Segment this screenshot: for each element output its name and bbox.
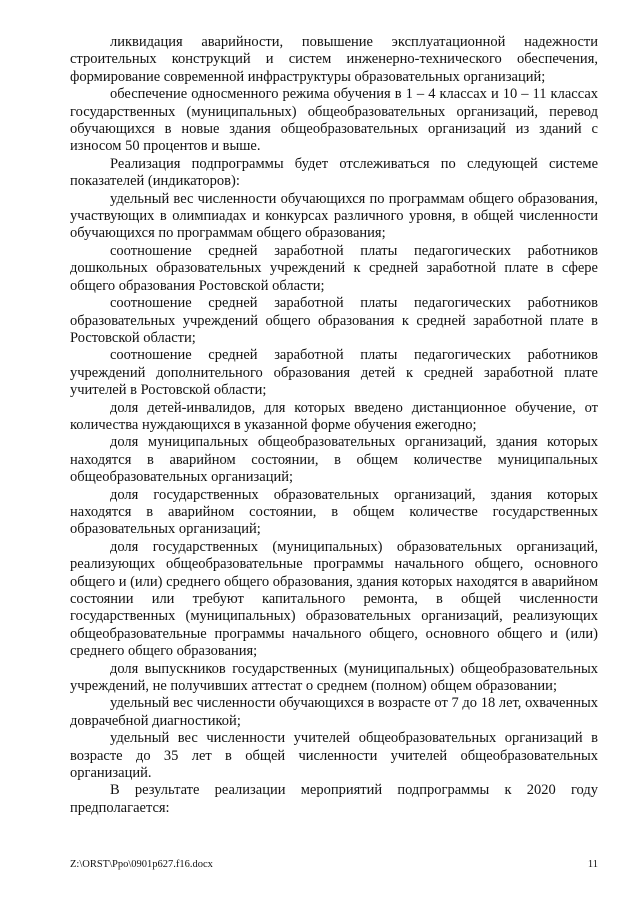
page-number: 11 bbox=[587, 859, 598, 870]
paragraph: соотношение средней заработной платы педагогических работников образовательных учреждений общего образования к средней заработной плате в Ростовской области; bbox=[70, 295, 598, 346]
paragraph: доля детей-инвалидов, для которых введено дистанционное обучение, от количества нуждающихся в указанной форме обучения ежегодно; bbox=[70, 399, 598, 433]
paragraph: В результате реализации мероприятий подпрограммы к 2020 году предполагается: bbox=[70, 782, 598, 816]
file-path: Z:\ORST\Ppo\0901p627.f16.docx bbox=[70, 859, 213, 870]
document-page bbox=[70, 34, 598, 817]
paragraph: обеспечение односменного режима обучения в 1 – 4 классах и 10 – 11 классах государственных (муниципальных) общеобразовательных организаций, перевод обучающихся в новые здания общеобразовательных организаций из зданий с износом 50 процентов и выше. bbox=[70, 86, 598, 155]
paragraph: соотношение средней заработной платы педагогических работников учреждений дополнительного образования детей к средней заработной плате учителей в Ростовской области; bbox=[70, 347, 598, 399]
paragraph: удельный вес численности учителей общеобразовательных организаций в возрасте до 35 лет в общей численности учителей общеобразовательных организаций. bbox=[70, 730, 598, 782]
paragraph: удельный вес численности обучающихся в возрасте от 7 до 18 лет, охваченных доврачебной диагностикой; bbox=[70, 695, 598, 729]
page-footer bbox=[70, 858, 598, 872]
paragraph: доля государственных (муниципальных) образовательных организаций, реализующих общеобразовательные программы начального общего, основного общего и (или) среднего общего образования, здания которых находятся в аварийном состоянии или требуют капитального ремонта, в общей численности государственных (муниципальных) образовательных организаций, реализующих общеобразовательные программы начального общего, основного общего и (или) среднего общего образования; bbox=[70, 538, 598, 660]
paragraph: соотношение средней заработной платы педагогических работников дошкольных образовательных учреждений к средней заработной плате в сфере общего образования Ростовской области; bbox=[70, 242, 598, 294]
paragraph: удельный вес численности обучающихся по программам общего образования, участвующих в олимпиадах и конкурсах различного уровня, в общей численности обучающихся по программам общего образования; bbox=[70, 190, 598, 242]
paragraph: доля государственных образовательных организаций, здания которых находятся в аварийном состоянии, в общем количестве государственных образовательных организаций; bbox=[70, 486, 598, 538]
paragraph: доля муниципальных общеобразовательных организаций, здания которых находятся в аварийном состоянии, в общем количестве муниципальных общеобразовательных организаций; bbox=[70, 434, 598, 486]
paragraph: ликвидация аварийности, повышение эксплуатационной надежности строительных конструкций и систем инженерно-технического обеспечения, формирование современной инфраструктуры образовательных организаций; bbox=[70, 34, 598, 85]
paragraph: Реализация подпрограммы будет отслеживаться по следующей системе показателей (индикаторов): bbox=[70, 155, 598, 190]
paragraph: доля выпускников государственных (муниципальных) общеобразовательных учреждений, не получивших аттестат о среднем (полном) общем образовании; bbox=[70, 660, 598, 695]
